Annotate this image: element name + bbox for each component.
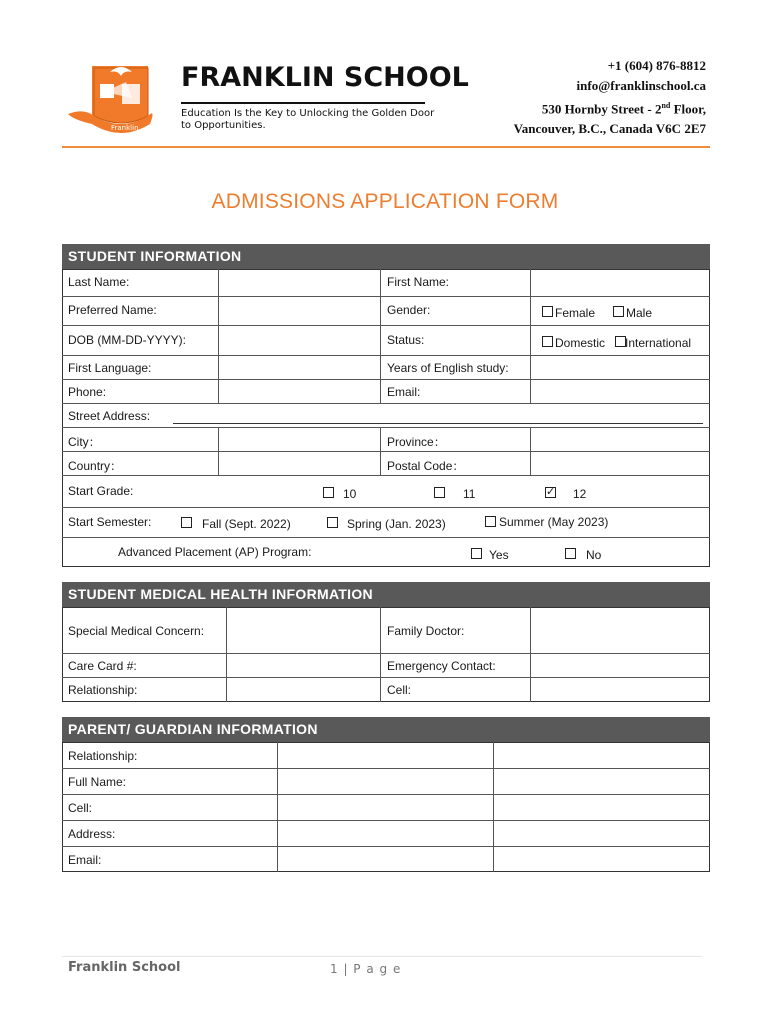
contact-block: [514, 56, 706, 139]
gender-male-label: Male: [626, 306, 653, 320]
years-english-label: Years of English study:: [387, 361, 509, 375]
row-divider: [62, 403, 710, 404]
phone-field[interactable]: [219, 380, 379, 403]
ap-no-checkbox[interactable]: [565, 548, 576, 559]
street-address-label: Street Address:: [68, 409, 151, 423]
guardian-2-full-name-field[interactable]: [494, 769, 709, 794]
guardian-1-relationship-field[interactable]: [278, 743, 492, 768]
dob-field[interactable]: [219, 326, 379, 355]
family-doctor-label: Family Doctor:: [387, 624, 465, 638]
ap-yes-checkbox[interactable]: [471, 548, 482, 559]
address-street: 530 Hornby Street - 2: [541, 101, 662, 117]
city-field[interactable]: [219, 428, 379, 451]
last-name-field[interactable]: [219, 270, 379, 296]
footer-divider: [62, 956, 702, 957]
semester-summer-checkbox[interactable]: [485, 516, 496, 527]
ap-no-label: No: [586, 548, 602, 562]
status-domestic-label: Domestic: [555, 336, 606, 350]
postal-code-label: Postal Code：: [387, 459, 465, 473]
row-divider: [62, 296, 710, 297]
gender-male-checkbox[interactable]: [613, 306, 624, 317]
guardian-2-cell-field[interactable]: [494, 795, 709, 820]
family-doctor-field[interactable]: [531, 608, 709, 653]
grade-10-checkbox[interactable]: [323, 487, 334, 498]
postal-code-field[interactable]: [531, 452, 709, 475]
start-semester-label: Start Semester:: [68, 515, 152, 529]
guardian-relationship-label: Relationship:: [68, 749, 138, 763]
guardian-2-email-field[interactable]: [494, 847, 709, 871]
preferred-name-field[interactable]: [219, 297, 379, 325]
school-name-underline: [181, 102, 425, 104]
contact-phone: +1 (604) 876-8812: [607, 58, 706, 73]
gender-female-label: Female: [555, 306, 596, 320]
footer-page-number: 1 | P a g e: [330, 962, 402, 976]
dob-label: DOB (MM-DD-YYYY):: [68, 333, 186, 347]
special-medical-concern-field[interactable]: [227, 608, 379, 653]
contact-address-line-1: [514, 96, 706, 119]
address-floor: Floor,: [670, 101, 706, 117]
row-divider: [62, 537, 710, 538]
guardian-1-address-field[interactable]: [278, 821, 492, 846]
province-field[interactable]: [531, 428, 709, 451]
years-english-field[interactable]: [531, 356, 709, 379]
col-divider: [380, 607, 381, 702]
guardian-1-email-field[interactable]: [278, 847, 492, 871]
tagline-line-1: Education Is the Key to Unlocking the Golden Door: [181, 108, 435, 119]
semester-summer-label: Summer (May 2023): [499, 515, 609, 529]
student-info-heading: STUDENT INFORMATION: [62, 244, 710, 269]
start-grade-label: Start Grade:: [68, 484, 134, 498]
school-tagline: [181, 108, 441, 132]
grade-12-label: 12: [573, 487, 587, 501]
grade-10-label: 10: [343, 487, 357, 501]
first-name-field[interactable]: [531, 270, 709, 296]
first-language-field[interactable]: [219, 356, 379, 379]
care-card-field[interactable]: [227, 654, 379, 677]
guardian-1-cell-field[interactable]: [278, 795, 492, 820]
ap-yes-label: Yes: [489, 548, 509, 562]
col-divider: [380, 427, 381, 475]
guardian-2-relationship-field[interactable]: [494, 743, 709, 768]
semester-spring-checkbox[interactable]: [327, 517, 338, 528]
semester-spring-label: Spring (Jan. 2023): [347, 517, 446, 531]
email-label: Email:: [387, 385, 421, 399]
guardian-full-name-label: Full Name:: [68, 775, 127, 789]
guardian-1-full-name-field[interactable]: [278, 769, 492, 794]
school-logo: [64, 58, 154, 138]
medical-cell-label: Cell:: [387, 683, 412, 697]
gender-female-checkbox[interactable]: [542, 306, 553, 317]
grade-11-checkbox[interactable]: [434, 487, 445, 498]
guardian-address-label: Address:: [68, 827, 116, 841]
crest-icon: [64, 58, 154, 138]
address-floor-suffix: nd: [661, 101, 671, 110]
semester-fall-label: Fall (Sept. 2022): [202, 517, 291, 531]
guardian-email-label: Email:: [68, 853, 102, 867]
svg-text:Franklin: Franklin: [111, 124, 139, 132]
email-field[interactable]: [531, 380, 709, 403]
contact-email: info@franklinschool.ca: [576, 78, 706, 93]
grade-12-checkbox[interactable]: [545, 487, 556, 498]
form-title: ADMISSIONS APPLICATION FORM: [211, 190, 559, 213]
col-divider: [380, 269, 381, 403]
grade-11-label: 11: [463, 487, 476, 501]
semester-fall-checkbox[interactable]: [181, 517, 192, 528]
city-label: City：: [68, 435, 101, 449]
province-label: Province：: [387, 435, 446, 449]
emergency-contact-field[interactable]: [531, 654, 709, 677]
preferred-name-label: Preferred Name:: [68, 303, 157, 317]
guardian-2-address-field[interactable]: [494, 821, 709, 846]
status-domestic-checkbox[interactable]: [542, 336, 553, 347]
first-language-label: First Language:: [68, 361, 152, 375]
status-label: Status:: [387, 333, 425, 347]
contact-address-line-2: Vancouver, B.C., Canada V6C 2E7: [513, 121, 706, 137]
row-divider: [62, 325, 710, 326]
guardian-cell-label: Cell:: [68, 801, 93, 815]
first-name-label: First Name:: [387, 275, 450, 289]
tagline-line-2: to Opportunities.: [181, 120, 266, 131]
country-field[interactable]: [219, 452, 379, 475]
footer-school-name: Franklin School: [68, 960, 181, 975]
medical-info-heading: STUDENT MEDICAL HEALTH INFORMATION: [62, 582, 710, 607]
ap-program-label: Advanced Placement (AP) Program:: [118, 545, 312, 559]
row-divider: [62, 475, 710, 476]
row-divider: [62, 507, 710, 508]
special-medical-concern-label: Special Medical Concern:: [68, 624, 205, 638]
phone-label: Phone:: [68, 385, 107, 399]
school-name: FRANKLIN SCHOOL: [181, 62, 469, 93]
care-card-label: Care Card #:: [68, 659, 137, 673]
medical-relationship-label: Relationship:: [68, 683, 138, 697]
street-address-line[interactable]: [173, 423, 703, 424]
guardian-info-heading: PARENT/ GUARDIAN INFORMATION: [62, 717, 710, 742]
header-divider: [62, 146, 710, 148]
medical-relationship-field[interactable]: [227, 678, 379, 701]
emergency-contact-label: Emergency Contact:: [387, 659, 496, 673]
gender-label: Gender:: [387, 303, 431, 317]
country-label: Country：: [68, 459, 123, 473]
status-international-label: International: [625, 336, 692, 350]
last-name-label: Last Name:: [68, 275, 130, 289]
medical-cell-field[interactable]: [531, 678, 709, 701]
